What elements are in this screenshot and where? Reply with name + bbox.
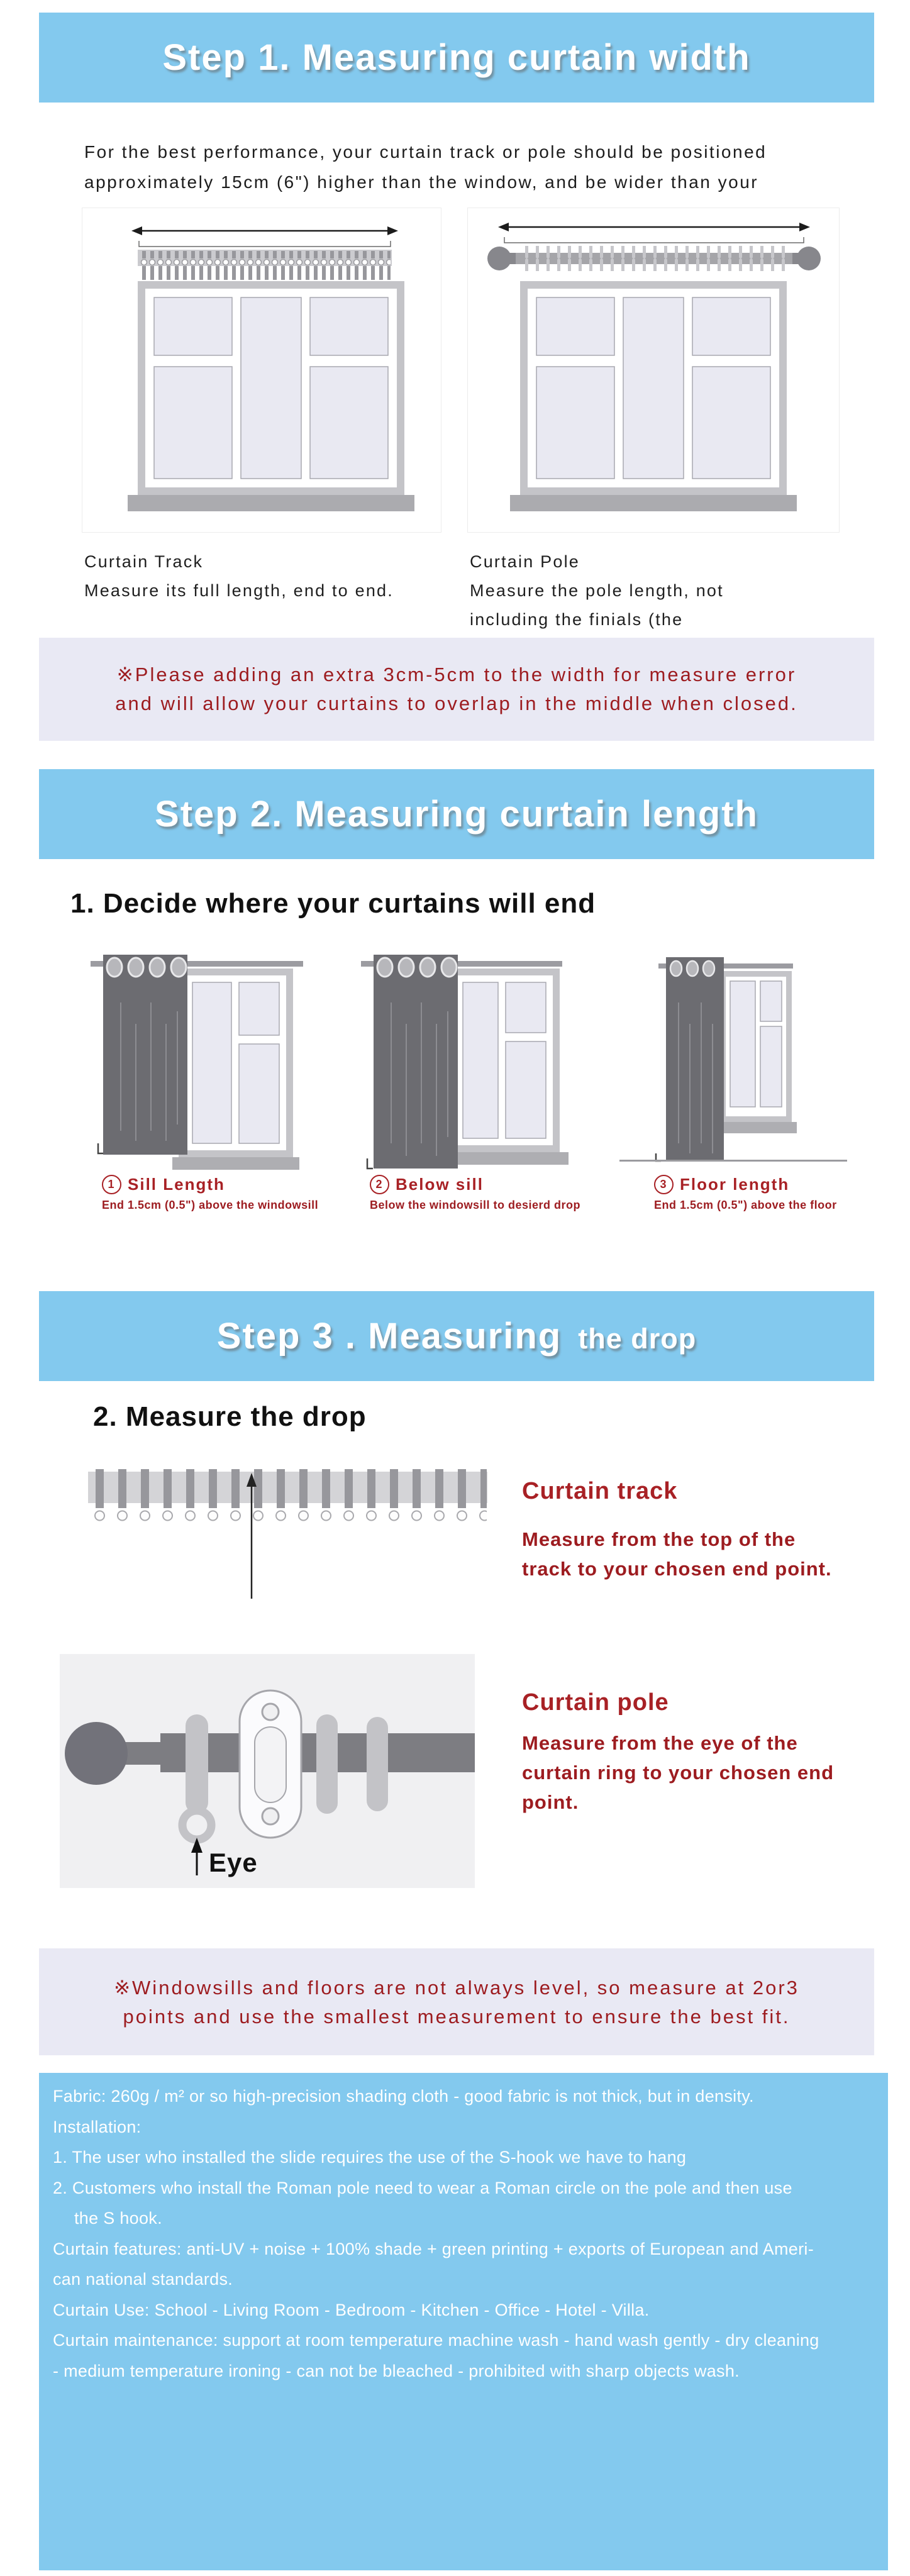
pole-eye-icon <box>60 1654 475 1888</box>
pole-label-line1: Measure the pole length, not <box>470 581 724 600</box>
info-line-install1: 1. The user who installed the slide requires the use of the S-hook we have to hang <box>53 2148 687 2167</box>
info-line-installation: Installation: <box>53 2118 141 2136</box>
step3-heading: 2. Measure the drop <box>93 1401 367 1432</box>
eye-label: Eye <box>209 1848 258 1877</box>
curtain-pole-diagram-box <box>467 208 840 533</box>
step3-banner-title: Step 3 . Measuring <box>216 1316 562 1357</box>
width-note-box <box>39 638 874 741</box>
info-line-maintenance: Curtain maintenance: support at room temperature machine wash - hand wash gently - dry cleaning <box>53 2331 819 2350</box>
below-sill-caption-text: Below sill <box>396 1175 484 1194</box>
width-note-line2: and will allow your curtains to overlap in the middle when closed. <box>115 692 798 714</box>
track-label-title: Curtain Track <box>84 552 204 571</box>
info-line-fabric: Fabric: 260g / m² or so high-precision shading cloth - good fabric is not thick, but in density. <box>53 2087 754 2106</box>
sill-length-caption-text: Sill Length <box>128 1175 225 1194</box>
info-line-features: Curtain features: anti-UV + noise + 100% shade + green printing + exports of European and Ameri- <box>53 2240 814 2258</box>
circled-1-icon: 1 <box>102 1175 121 1194</box>
sill-length-caption <box>102 1175 225 1194</box>
step1-banner <box>39 13 874 103</box>
floor-length-icon <box>619 942 847 1179</box>
track-label-line: Measure its full length, end to end. <box>84 581 394 600</box>
step2-banner-title: Step 2. Measuring curtain length <box>155 794 758 835</box>
width-note-line1: ※Please adding an extra 3cm-5cm to the width for measure error <box>116 663 797 686</box>
step2-heading: 1. Decide where your curtains will end <box>70 888 596 919</box>
curtain-pole-window-icon <box>468 208 839 532</box>
info-line-maintenance2: - medium temperature ironing - can not be bleached - prohibited with sharp objects wash. <box>53 2362 740 2380</box>
track-measure-diagram <box>88 1469 491 1602</box>
track-measure-icon <box>88 1469 491 1602</box>
sill-length-diagram <box>82 942 322 1179</box>
sill-length-subcaption: End 1.5cm (0.5") above the windowsill <box>102 1199 319 1211</box>
pole-photo-diagram <box>60 1654 475 1888</box>
below-sill-icon <box>350 942 571 1179</box>
floor-length-diagram <box>619 942 847 1179</box>
step3-banner <box>39 1291 874 1381</box>
floor-length-caption <box>654 1175 789 1194</box>
below-sill-subcaption: Below the windowsill to desierd drop <box>370 1199 581 1211</box>
curtain-track-diagram-box <box>82 208 441 533</box>
step2-banner <box>39 769 874 859</box>
step3-banner-subtitle: the drop <box>578 1323 697 1355</box>
level-note-line2: points and use the smallest measurement to ensure the best fit. <box>123 2006 791 2028</box>
floor-length-caption-text: Floor length <box>680 1175 790 1194</box>
info-line-install2b: the S hook. <box>74 2209 162 2228</box>
pole-label-title: Curtain Pole <box>470 552 580 571</box>
info-line-install2: 2. Customers who install the Roman pole need to wear a Roman circle on the pole and then use <box>53 2179 792 2197</box>
track-measure-line1: Measure from the top of the <box>522 1528 796 1550</box>
track-measure-title: Curtain track <box>522 1478 678 1504</box>
floor-length-subcaption: End 1.5cm (0.5") above the floor <box>654 1199 837 1211</box>
pole-label-line2: including the finials (the <box>470 610 684 629</box>
pole-measure-line1: Measure from the eye of the <box>522 1732 798 1754</box>
level-note-line1: ※Windowsills and floors are not always level, so measure at 2or3 <box>114 1977 799 1999</box>
level-note-box <box>39 1948 874 2055</box>
step1-banner-title: Step 1. Measuring curtain width <box>162 37 751 78</box>
pole-measure-line2: curtain ring to your chosen end <box>522 1762 835 1784</box>
step1-paragraph-line2: approximately 15cm (6") higher than the window, and be wider than your <box>84 172 759 192</box>
step1-paragraph-line1: For the best performance, your curtain track or pole should be positioned <box>84 142 767 162</box>
pole-measure-line3: point. <box>522 1791 579 1813</box>
sill-length-icon <box>82 942 322 1179</box>
product-info-section <box>39 2073 888 2570</box>
info-line-features2: can national standards. <box>53 2270 233 2289</box>
circled-2-icon: 2 <box>370 1175 389 1194</box>
track-measure-line2: track to your chosen end point. <box>522 1558 832 1580</box>
below-sill-caption <box>370 1175 484 1194</box>
circled-3-icon: 3 <box>654 1175 674 1194</box>
info-line-use: Curtain Use: School - Living Room - Bedroom - Kitchen - Office - Hotel - Villa. <box>53 2301 650 2319</box>
below-sill-diagram <box>350 942 571 1179</box>
curtain-track-window-icon <box>82 208 441 532</box>
pole-measure-title: Curtain pole <box>522 1689 669 1716</box>
